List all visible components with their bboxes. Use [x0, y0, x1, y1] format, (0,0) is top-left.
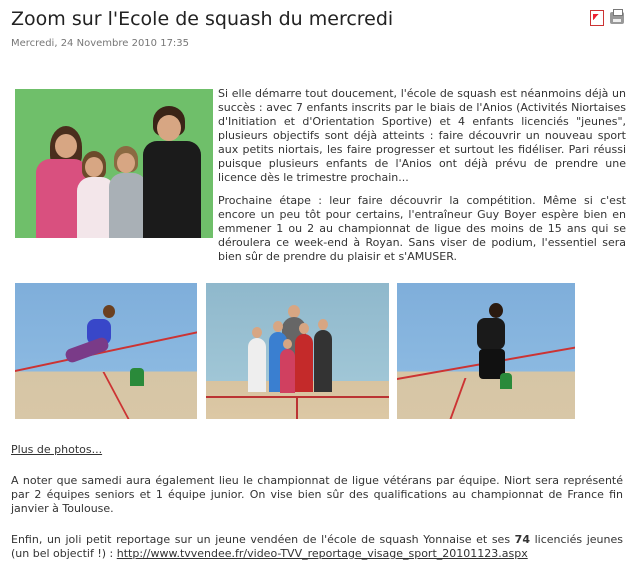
court-photo-girl	[15, 283, 197, 419]
video-link[interactable]: http://www.tvvendee.fr/video-TVV_reportage_visage_sport_20101123.aspx	[116, 547, 528, 560]
article-date: Mercredi, 24 Novembre 2010 17:35	[11, 38, 190, 49]
court-photo-group	[206, 283, 389, 419]
court-photo-boy	[397, 283, 575, 419]
paragraph-veterans: A noter que samedi aura également lieu le championnat de ligue vétérans par équipe. Niort sera représenté par 2 équipes seniors et 1 équipe junior. On vise bien sûr des qualifications au championnat de France fin janvier à Toulouse.	[11, 474, 623, 515]
pdf-icon[interactable]	[590, 10, 604, 26]
article-title: Zoom sur l'Ecole de squash du mercredi	[11, 8, 394, 30]
article-tools	[590, 10, 624, 26]
paragraph-video	[11, 533, 623, 561]
paragraph-video-start: Enfin, un joli petit reportage sur un jeune vendéen de l'école de squash Yonnaise et ses	[11, 533, 515, 546]
print-icon[interactable]	[610, 12, 624, 24]
children-group-photo	[15, 89, 213, 238]
paragraph-next-step: Prochaine étape : leur faire découvrir la compétition. Même si c'est encore un peu tôt pour certains, l'entraîneur Guy Boyer espère bien en emmener 1 ou 2 au championnat de ligue des moins de 15 ans qui se déroulera ce week-end à Royan. Sans viser de podium, l'essentiel sera bien sûr de prendre du plaisir et s'AMUSER.	[218, 194, 626, 263]
paragraph-intro: Si elle démarre tout doucement, l'école de squash est néanmoins déjà un succès : avec 7 enfants inscrits par le biais de l'Anios (Activités Niortaises d'Initiation et d'Orientation Sportive) et 4 enfants licenciés "jeunes", plusieurs objectifs sont déjà atteints : faire découvrir un nouveau sport aux petits niortais, les faire progresser et surtout les fidéliser. Pari réussi puisque plusieurs enfants de l'Anios ont déjà prévu de prendre une licence dès le trimestre prochain...	[218, 87, 626, 184]
more-photos-link[interactable]: Plus de photos...	[11, 443, 103, 456]
licensed-count: 74	[514, 533, 530, 546]
paragraph-video-end: licenciés jeunes (un bel objectif !) :	[11, 533, 623, 560]
